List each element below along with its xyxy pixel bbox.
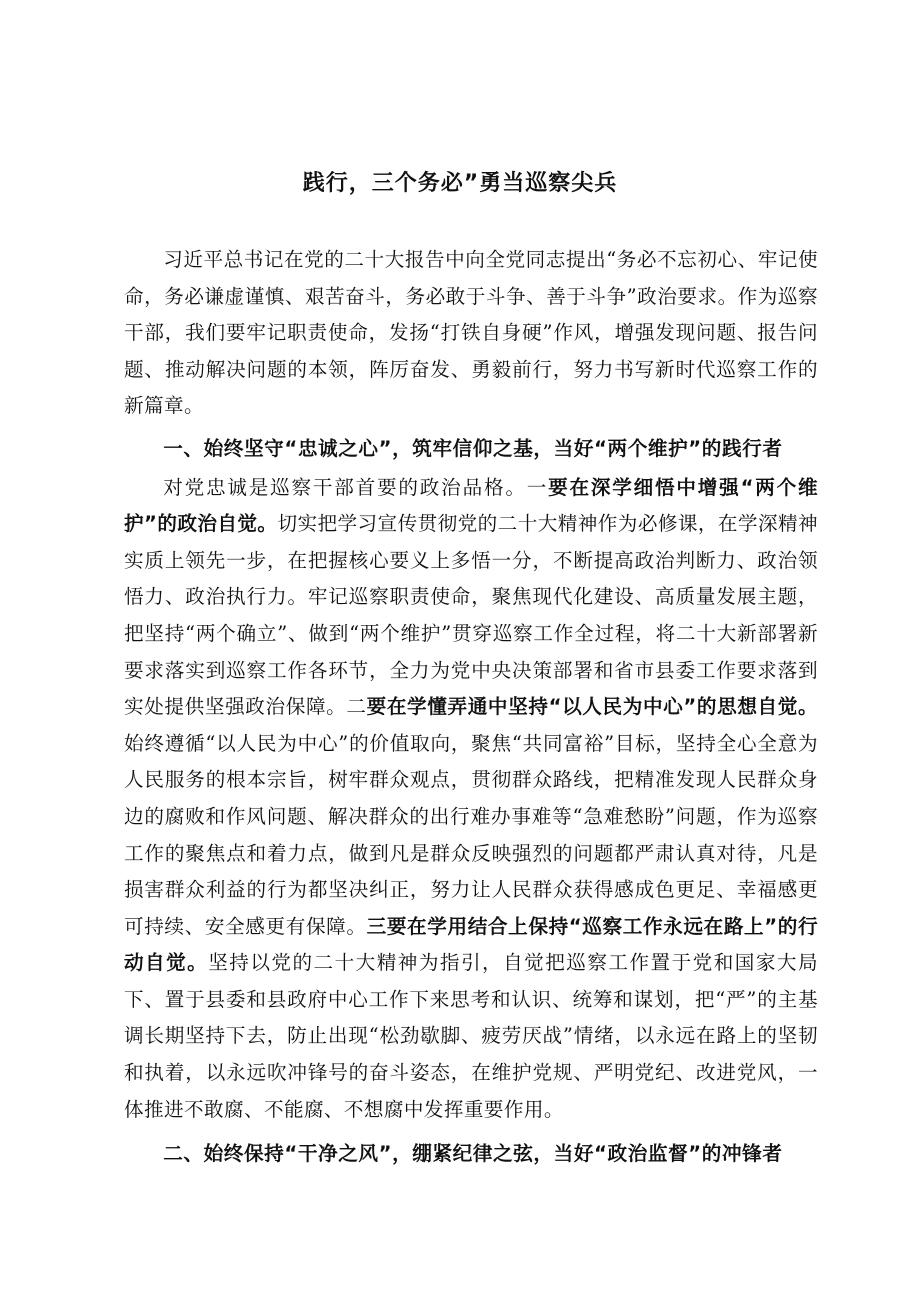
- section-1-heading: 一、始终坚守“忠诚之心”，筑牢信仰之基，当好“两个维护”的践行者: [163, 436, 783, 460]
- section-1-point-3: 三要在学用结合上保持“巡察工作永远在路上”的行动自觉。: [124, 914, 818, 975]
- section-2-heading: 二、始终保持“干净之风”，绷紧纪律之弦，当好“政治监督”的冲锋者: [163, 1142, 783, 1166]
- intro-paragraph: 习近平总书记在党的二十大报告中向全党同志提出“务必不忘初心、牢记使命，务必谦虚谨慎、艰苦奋斗，务必敢于斗争、善于斗争”政治要求。作为巡察干部，我们要牢记职责使命，发扬“打铁自身硬”作风，增强发现问题、报告问题、推动解决问题的本领，阵厉奋发、勇毅前行，努力书写新时代巡察工作的新篇章。: [124, 248, 818, 418]
- section-1-text-1: 切实把学习宣传贯彻党的二十大精神作为必修课，在学深精神实质上领先一步，在把握核心要义上多悟一分，不断提高政治判断力、政治领悟力、政治执行力。牢记巡察职责使命，聚焦现代化建设、高质量发展主题，把坚持“两个确立”、做到“两个维护”贯穿巡察工作全过程，将二十大新部署新要求落实到巡察工作各环节，全力为党中央决策部署和省市县委工作要求落到实处提供坚强政治保障。二: [124, 512, 818, 719]
- document-body: [124, 242, 818, 1175]
- section-1-text-3: 坚持以党的二十大精神为指引，自觉把巡察工作置于党和国家大局下、置于县委和县政府中心工作下来思考和认识、统筹和谋划，把“严”的主基调长期坚持下去，防止出现“松劲歇脚、疲劳厌战”情绪，以永远在路上的坚韧和执着，以永远吹冲锋号的奋斗姿态，在维护党规、严明党纪、改进党风，一体推进不敢腐、不能腐、不想腐中发挥重要作用。: [124, 951, 818, 1121]
- document-title: 践行，三个务必”勇当巡察尖兵: [302, 171, 618, 196]
- section-1-paragraph: [124, 470, 818, 1129]
- section-1-point-2: 要在学懂弄通中坚持“以人民为中心”的思想自觉。: [366, 695, 818, 719]
- section-1-point-1: 要在深学细悟中增强“两个维护”的政治自觉。: [124, 475, 818, 536]
- section-1-lead: 对党忠诚是巡察干部首要的政治品格。一: [163, 475, 549, 499]
- section-1-text-2: 始终遵循“以人民为中心”的价值取向，聚焦“共同富裕”目标，坚持全心全意为人民服务的根本宗旨，树牢群众观点，贯彻群众路线，把精准发现人民群众身边的腐败和作风问题、解决群众的出行难办事难等“急难愁盼”问题，作为巡察工作的聚焦点和着力点，做到凡是群众反映强烈的问题都严肃认真对待，凡是损害群众利益的行为都坚决纠正，努力让人民群众获得感成色更足、幸福感更可持续、安全感更有保障。: [124, 731, 818, 938]
